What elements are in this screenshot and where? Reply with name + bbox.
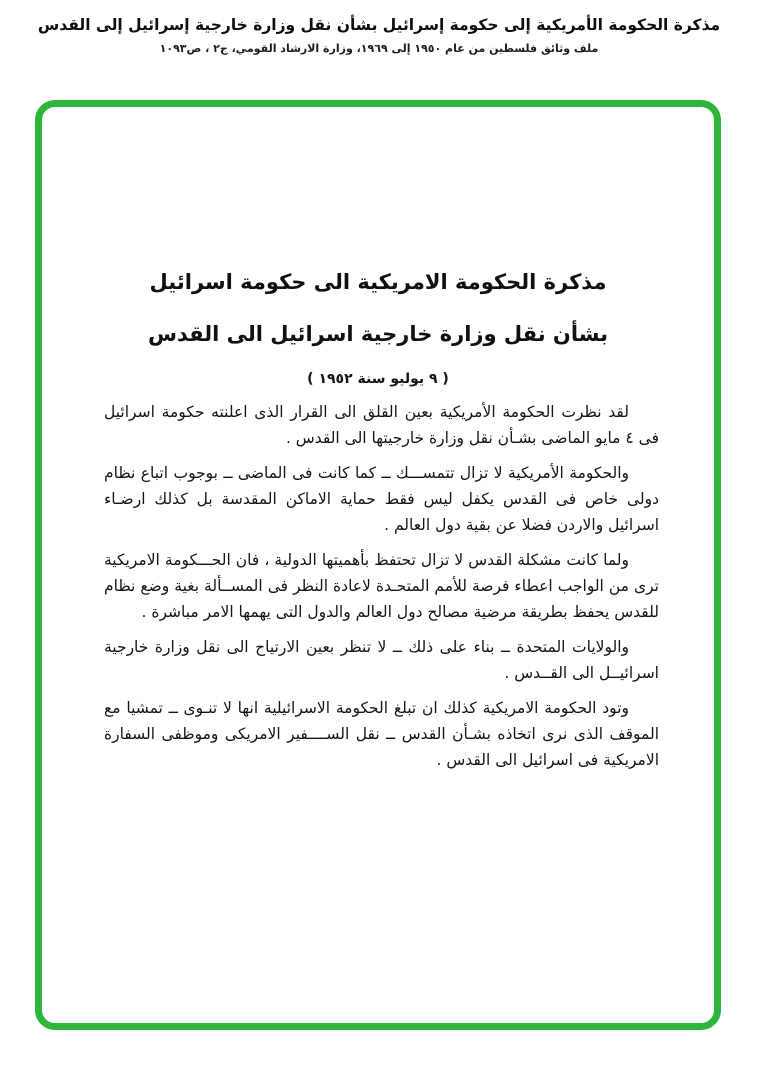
document-title-line2: بشأن نقل وزارة خارجية اسرائيل الى القدس	[147, 322, 608, 346]
document-date: ( ٩ يوليو سنة ١٩٥٢ )	[307, 371, 449, 387]
paragraph-2: والحكومة الأمريكية لا تزال تتمســـك ــ كما كانت فى الماضى ــ بوجوب اتباع نظام دولى خاص فى القدس يكفل ليس فقط حماية الاماكن المقدسة بل كذلك ارضـاء اسرائيل والاردن فضلا عن بقية دول العالم .	[104, 464, 659, 534]
header-title: مذكرة الحكومة الأمريكية إلى حكومة إسرائيل بشأن نقل وزارة خارجية إسرائيل إلى القدس	[37, 16, 721, 34]
header-source-citation: ملف وثائق فلسطين من عام ١٩٥٠ إلى ١٩٦٩، وزارة الارشاد القومي، ج٢ ، ص١٠٩٣	[159, 42, 599, 55]
green-page-frame	[35, 100, 721, 1030]
document-title-block	[42, 267, 714, 387]
document-title-line1: مذكرة الحكومة الامريكية الى حكومة اسرائيل	[149, 270, 607, 294]
paragraph-5: وتود الحكومة الامريكية كذلك ان تبلغ الحكومة الاسرائيلية انها لا تنـوى ــ تمشيا مع الموقف الذى نرى اتخاذه بشـأن القدس ــ نقل الســــفير الامريكى وموظفى السفارة الامريكية فى اسرائيل الى القدس .	[104, 699, 659, 769]
paragraph-3: ولما كانت مشكلة القدس لا تزال تحتفظ بأهميتها الدولية ، فان الحـــكومة الامريكية ترى من الواجب اعطاء فرصة للأمم المتحـدة لاعادة النظر فى المســألة بغية وضع نظام للقدس يحفظ بطريقة مرضية مصالح دول العالم والدول التى يهمها الامر مباشرة .	[104, 551, 659, 621]
paragraph-4: والولايات المتحدة ــ بناء على ذلك ــ لا تنظر بعين الارتياح الى نقل وزارة خارجية اسرائيــل الى القــدس .	[104, 638, 659, 682]
paragraph-1: لقد نظرت الحكومة الأمريكية بعين القلق الى القرار الذى اعلنته حكومة اسرائيل فى ٤ مايو الماضى بشـأن نقل وزارة خارجيتها الى القدس .	[104, 403, 659, 447]
running-header	[0, 14, 758, 55]
document-body	[104, 399, 659, 782]
page-content	[42, 107, 714, 1023]
